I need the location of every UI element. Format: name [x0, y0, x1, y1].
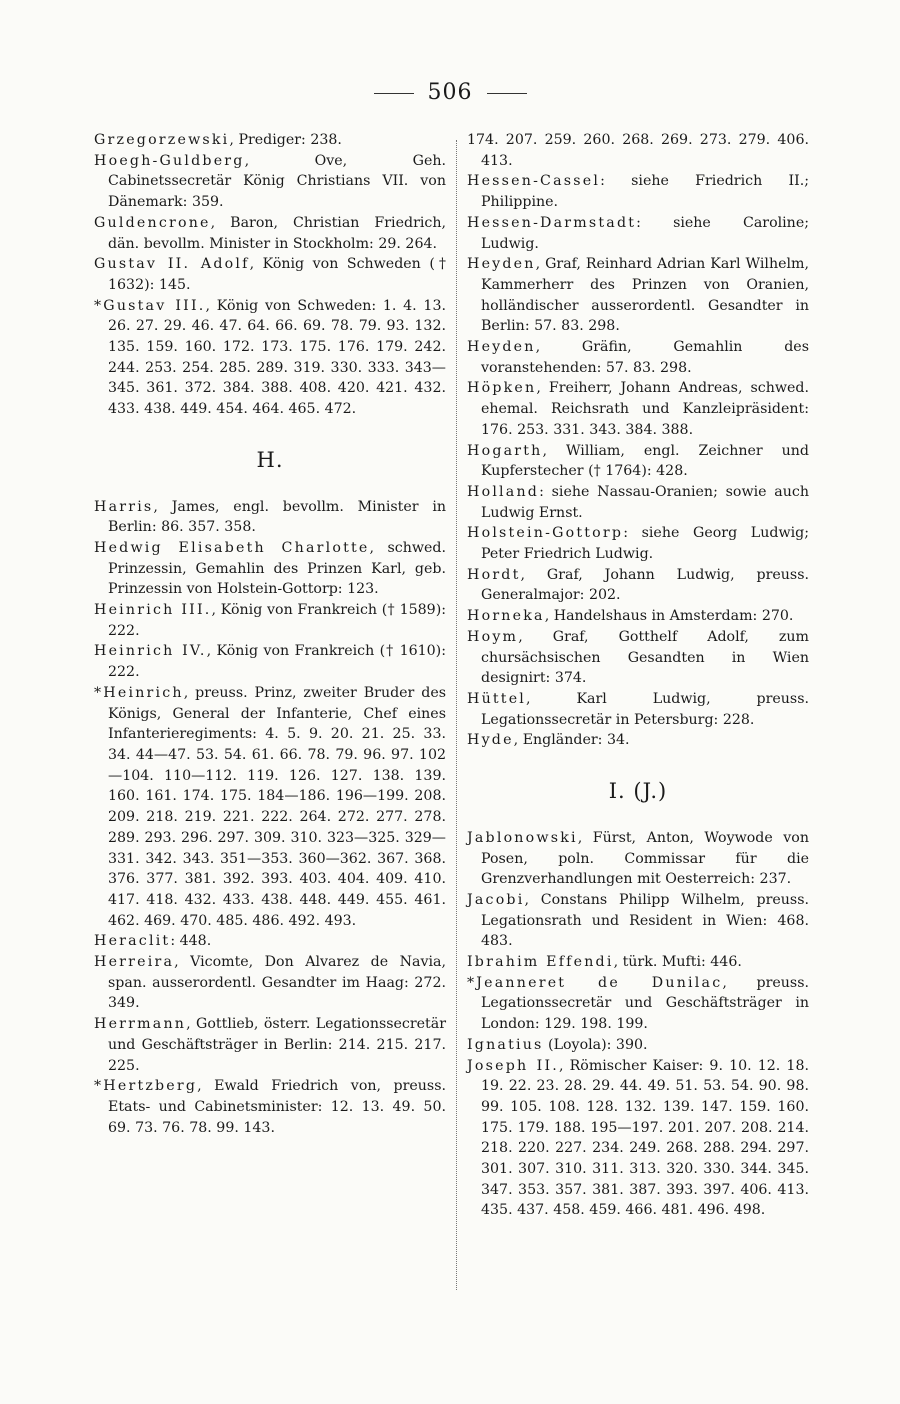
left-entries-h [94, 497, 446, 1139]
index-entry [467, 730, 809, 751]
right-entries-i [467, 828, 809, 1221]
entry-text: , Vicomte, Don Alvarez de Navia, span. ausserordentl. Gesandter im Haag: 272. 349. [108, 954, 446, 1012]
entry-text: : 448. [170, 933, 212, 950]
index-entry [94, 952, 446, 1014]
index-entry [94, 213, 446, 254]
entry-heading: Herrmann [94, 1016, 187, 1033]
index-entry [467, 973, 809, 1035]
left-column [94, 130, 446, 1138]
entry-heading: Grzegorzewski [94, 132, 230, 148]
entry-heading: Hogarth [467, 442, 543, 459]
entry-heading: Gustav II. Adolf [94, 256, 250, 273]
entry-text: , König von Frankreich († 1610): 222. [108, 643, 446, 681]
entry-heading: *Gustav III. [94, 297, 206, 314]
right-column [467, 130, 809, 1221]
entry-text: , türk. Mufti: 446. [613, 954, 742, 971]
index-entry [467, 890, 809, 952]
entry-text: , Römischer Kaiser: 9. 10. 12. 18. 19. 22. 23. 28. 29. 44. 49. 51. 53. 54. 90. 98. 99. 105. 108. 128. 132. 139. 147. 159. 160. 175. 179. 188. 195—197. 201. 207. 208. 214. 218. 220. 227. 234. 249. 268. 288. 294. 297. 301. 307. 310. 311. 313. 320. 330. 344. 345. 347. 353. 357. 381. 387. 393. 397. 406. 413. 435. 437. 458. 459. 466. 481. 496. 498. [481, 1057, 809, 1219]
entry-text: , König von Schweden († 1632): 145. [108, 256, 446, 293]
entry-text: 174. 207. 259. 260. 268. 269. 273. 279. 406. 413. [467, 132, 809, 169]
entry-heading: Heraclit [94, 933, 171, 950]
entry-heading: Jablonowski [467, 829, 578, 846]
entry-text: , Karl Ludwig, preuss. Legationssecretär in Petersburg: 228. [481, 690, 809, 728]
entry-heading: Heinrich III. [94, 602, 212, 619]
page-number: 506 [427, 80, 473, 105]
entry-text: (Loyola): 390. [543, 1036, 648, 1053]
index-entry [94, 931, 446, 952]
left-entries-g [94, 130, 446, 420]
index-entry [467, 1035, 809, 1056]
index-entry [94, 641, 446, 682]
index-entry [467, 441, 809, 482]
entry-heading: Hessen-Cassel [467, 173, 601, 190]
index-entry [467, 828, 809, 890]
entry-text: , Graf, Johann Ludwig, preuss. Generalmajor: 202. [481, 566, 809, 604]
entry-heading: Ignatius [467, 1036, 544, 1053]
entry-heading: Ibrahim Effendi [467, 954, 614, 971]
entry-heading: *Hertzberg [94, 1078, 198, 1095]
entry-heading: Hoegh-Guldberg [94, 152, 245, 169]
entry-text: : siehe Georg Ludwig; Peter Friedrich Ludwig. [481, 525, 809, 563]
index-entry [94, 497, 446, 538]
index-entry [94, 254, 446, 295]
entry-text: , schwed. Prinzessin, Gemahlin des Prinzen Karl, geb. Prinzessin von Holstein-Gottorp: 123. [108, 539, 446, 598]
entry-heading: Hüttel [467, 690, 527, 707]
section-letter-i: I. (J.) [608, 779, 668, 804]
entry-text: , William, engl. Zeichner und Kupferstecher († 1764): 428. [481, 442, 809, 480]
index-entry [94, 683, 446, 931]
entry-text: , Gottlieb, österr. Legationssecretär und Geschäftsträger in Berlin: 214. 215. 217. 225. [108, 1016, 446, 1074]
entry-text: , Engländer: 34. [513, 732, 630, 749]
entry-text: : siehe Caroline; Ludwig. [481, 214, 809, 252]
index-entry [94, 296, 446, 420]
entry-heading: Hyde [467, 732, 514, 749]
entry-text: , Handelshaus in Amsterdam: 270. [544, 608, 794, 625]
header-rule-right [487, 93, 527, 94]
entry-heading: Jacobi [467, 891, 525, 908]
column-divider [456, 140, 457, 1290]
entry-heading: Hordt [467, 566, 521, 583]
entry-text: , König von Schweden: 1. 4. 13. 26. 27. 29. 46. 47. 64. 66. 69. 78. 79. 93. 132. 135. 159. 160. 172. 173. 175. 176. 179. 242. 244. 253. 254. 285. 289. 319. 330. 333. 343—345. 361. 372. 384. 388. 408. 420. 421. 432. 433. 438. 449. 454. 464. 465. 472. [108, 297, 446, 418]
index-entry [94, 130, 446, 151]
index-entry [467, 213, 809, 254]
entry-heading: Horneka [467, 608, 545, 625]
entry-text: , Fürst, Anton, Woywode von Posen, poln. Commissar für die Grenzverhandlungen mit Oesterreich: 237. [481, 829, 809, 888]
entry-heading: Hoym [467, 628, 519, 645]
right-entries-h [467, 130, 809, 751]
entry-text: , preuss. Legationssecretär und Geschäftsträger in London: 129. 198. 199. [481, 974, 809, 1033]
entry-heading: Heinrich IV. [94, 643, 207, 660]
entry-text: , Gräfin, Gemahlin des voranstehenden: 57. 83. 298. [481, 339, 809, 376]
index-entry [467, 337, 809, 378]
entry-text: : siehe Friedrich II.; Philippine. [481, 173, 809, 211]
index-entry [467, 523, 809, 564]
entry-text: , König von Frankreich († 1589): 222. [108, 602, 447, 639]
index-entry [467, 952, 809, 973]
entry-text: , Graf, Gotthelf Adolf, zum chursächsischen Gesandten in Wien designirt: 374. [481, 628, 809, 687]
page-header [0, 80, 900, 105]
entry-text: , Prediger: 238. [229, 132, 342, 148]
entry-text: , Baron, Christian Friedrich, dän. bevollm. Minister in Stockholm: 29. 264. [108, 214, 446, 252]
index-entry [467, 606, 809, 627]
index-entry [94, 151, 446, 213]
index-entry [467, 130, 809, 171]
entry-text: , preuss. Prinz, zweiter Bruder des Königs, General der Infanterie, Chef eines Infanterieregiments: 4. 5. 9. 20. 21. 25. 33. 34. 44—47. 53. 54. 61. 66. 78. 79. 96. 97. 102—104. 110—112. 119. 126. 127. 138. 139. 160. 161. 174. 175. 184—186. 196—199. 208. 209. 218. 219. 221. 222. 264. 272. 277. 278. 289. 293. 296. 297. 309. 310. 323—325. 329—331. 342. 343. 351—353. 360—362. 367. 368. 376. 377. 381. 392. 393. 403. 404. 409. 410. 417. 418. 432. 433. 438. 448. 449. 455. 461. 462. 469. 470. 485. 486. 492. 493. [108, 684, 446, 929]
index-entry [94, 538, 446, 600]
header-rule-left [374, 93, 414, 94]
index-entry [467, 1056, 809, 1222]
index-entry [467, 254, 809, 337]
index-entry [467, 689, 809, 730]
entry-text: , James, engl. bevollm. Minister in Berlin: 86. 357. 358. [108, 498, 446, 536]
index-entry [467, 482, 809, 523]
section-letter-h: H. [256, 447, 284, 472]
index-entry [94, 1014, 446, 1076]
entry-heading: Höpken [467, 380, 537, 397]
index-entry [467, 378, 809, 440]
entry-heading: Joseph II. [467, 1057, 559, 1074]
entry-text: : siehe Nassau-Oranien; sowie auch Ludwig Ernst. [481, 483, 809, 521]
entry-heading: Hessen-Darmstadt [467, 214, 637, 231]
entry-text: , Graf, Reinhard Adrian Karl Wilhelm, Kammerherr des Prinzen von Oranien, holländischer ausserordentl. Gesandter in Berlin: 57. 83. 298. [481, 256, 809, 335]
index-entry [94, 600, 446, 641]
entry-heading: Holland [467, 483, 540, 500]
entry-heading: Harris [94, 498, 154, 515]
index-entry [467, 627, 809, 689]
entry-text: , Ewald Friedrich von, preuss. Etats- und Cabinetsminister: 12. 13. 49. 50. 69. 73. 76. 78. 99. 143. [108, 1078, 446, 1136]
entry-heading: Guldencrone [94, 214, 211, 231]
entry-heading: *Jeanneret de Dunilac [467, 974, 723, 991]
entry-heading: *Heinrich [94, 684, 184, 701]
entry-text: , Freiherr, Johann Andreas, schwed. ehemal. Reichsrath und Kanzleipräsident: 176. 253. 331. 343. 384. 388. [481, 380, 809, 438]
entry-text: , Ove, Geh. Cabinetssecretär König Christians VII. von Dänemark: 359. [108, 152, 446, 211]
entry-text: , Constans Philipp Wilhelm, preuss. Legationsrath und Resident in Wien: 468. 483. [481, 891, 809, 950]
entry-heading: Heyden [467, 339, 536, 356]
index-entry [94, 1076, 446, 1138]
index-entry [467, 171, 809, 212]
entry-heading: Herreira [94, 954, 175, 971]
entry-heading: Heyden [467, 256, 536, 273]
index-entry [467, 565, 809, 606]
entry-heading: Holstein-Gottorp [467, 525, 624, 542]
entry-heading: Hedwig Elisabeth Charlotte [94, 539, 370, 556]
